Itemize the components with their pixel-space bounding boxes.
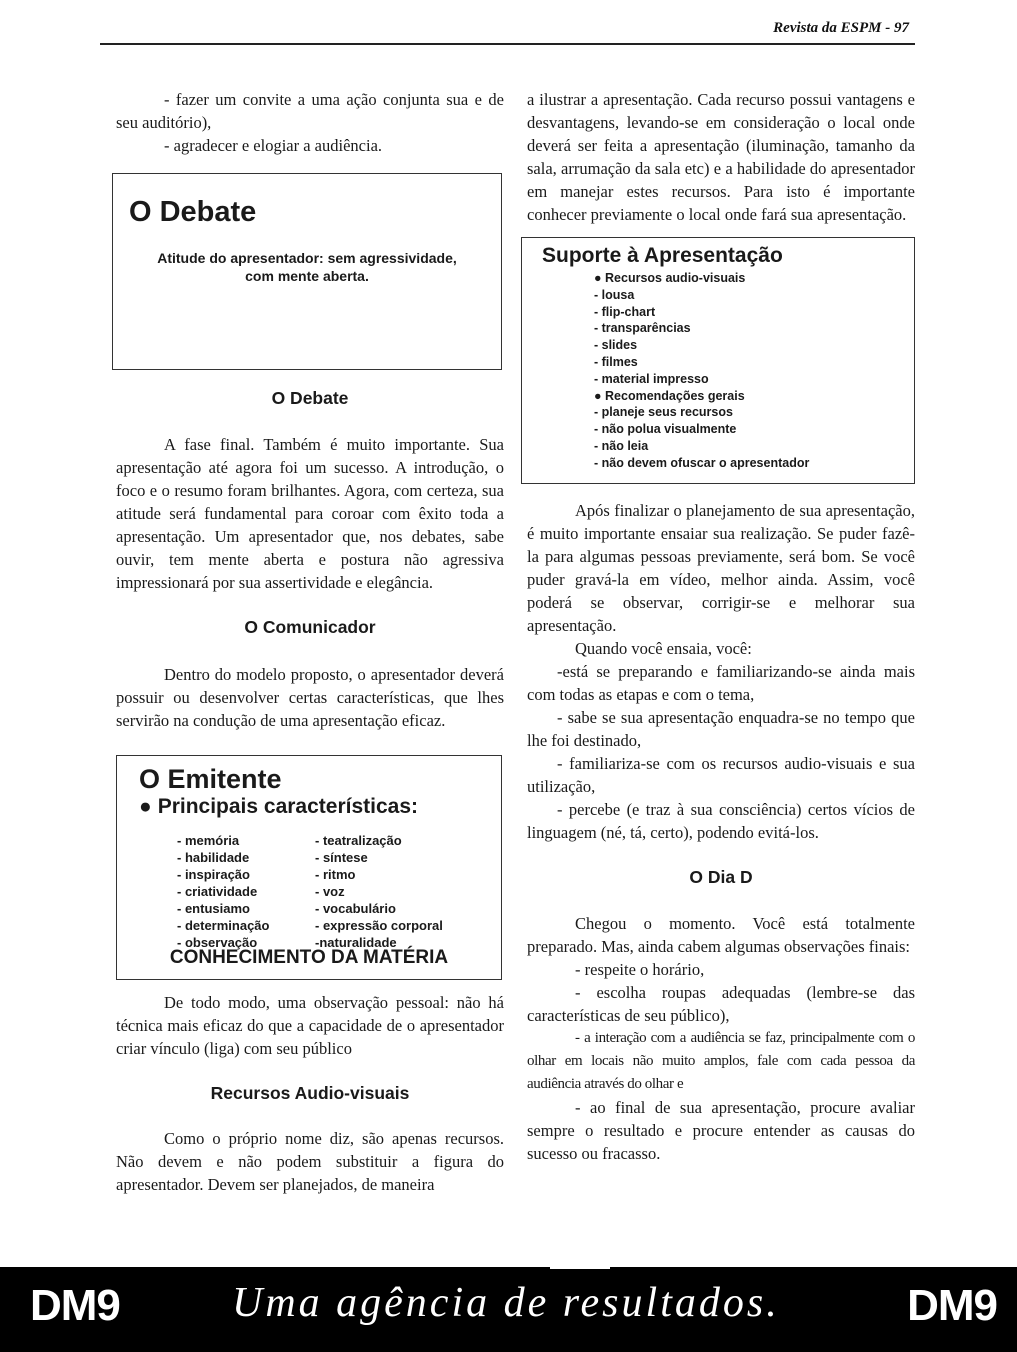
dm9-logo-left: DM9: [30, 1281, 120, 1330]
suporte-box: [521, 237, 915, 484]
header-rule: [100, 43, 915, 45]
suporte-box-title: Suporte à Apresentação: [542, 244, 783, 267]
list-item: - não leia: [594, 438, 649, 453]
bullet-icon: ●: [139, 795, 152, 818]
list-item: - habilidade: [177, 850, 250, 865]
list-item: - flip-chart: [594, 304, 656, 319]
debate-box-title: O Debate: [129, 196, 257, 228]
debate-box-subtitle-line2: com mente aberta.: [245, 268, 369, 284]
list-item: - determinação: [177, 918, 270, 933]
page-header-title: Revista da ESPM - 97: [773, 20, 909, 36]
paragraph: Chegou o momento. Você está totalmente preparado. Mas, ainda cabem algumas observações finais:: [527, 914, 915, 956]
section-heading-dia-d: O Dia D: [689, 867, 753, 887]
list-item: - não polua visualmente: [594, 422, 737, 437]
right-column: [527, 88, 915, 1165]
paragraph: Após finalizar o planejamento de sua apresentação, é muito importante ensaiar sua realização. Se puder fazê-la para algumas pessoas previamente, será bom. Se você puder gravá-la em vídeo, melhor ainda. Assim, você poderá se observar, corrigir-se e melhorar sua apresentação.: [527, 501, 915, 635]
paragraph: - agradecer e elogiar a audiência.: [164, 136, 383, 155]
paragraph: De todo modo, uma observação pessoal: não há técnica mais eficaz do que a capacidade de o apresentador criar vínculo (liga) com seu público: [116, 993, 504, 1058]
emitente-box: [116, 755, 502, 980]
list-item: - transparências: [594, 321, 691, 336]
list-item: - filmes: [594, 354, 638, 369]
paragraph: -está se preparando e familiarizando-se ainda mais com todas as etapas e com o tema,: [527, 662, 915, 704]
debate-box-subtitle: [129, 249, 485, 285]
debate-box: [112, 173, 502, 370]
suporte-list: [594, 270, 914, 472]
emitente-box-subtitle: [139, 794, 501, 820]
paragraph: - familiariza-se com os recursos audio-visuais e sua utilização,: [527, 754, 915, 796]
list-item: -naturalidade: [315, 935, 397, 950]
emitente-box-title: O Emitente: [139, 764, 282, 794]
paragraph: A fase final. Também é muito importante. Sua apresentação até agora foi um sucesso. A introdução, o foco e o resumo foram brilhantes. Agora, com certeza, sua atitude será fundamental para coroar com êxito toda a apresentação. Um apresentador que, nos debates, sabe ouvir, tem mente aberta e postura não agressiva impressionará por sua assertividade e elegância.: [116, 435, 504, 592]
paragraph: - a interação com a audiência se faz, principalmente com o olhar em locais não muito amplos, fale com cada pessoa da audiência através do olhar e: [527, 1030, 915, 1092]
paragraph: - respeite o horário,: [575, 960, 705, 979]
section-heading-debate: O Debate: [271, 388, 349, 408]
list-item: - síntese: [315, 850, 368, 865]
banner-tagline: Uma agência de resultados.: [232, 1280, 780, 1326]
list-item: - criatividade: [177, 884, 258, 899]
paragraph: - escolha roupas adequadas (lembre-se das características de seu público),: [527, 983, 915, 1025]
paragraph: - percebe (e traz à sua consciência) certos vícios de linguagem (né, tá, certo), podendo evitá-los.: [527, 800, 915, 842]
list-item: - ritmo: [315, 867, 356, 882]
list-item: - planeje seus recursos: [594, 405, 733, 420]
dm9-logo-right: DM9: [907, 1281, 997, 1330]
paragraph: Quando você ensaia, você:: [575, 639, 752, 658]
emitente-subtitle-text: Principais características:: [157, 795, 419, 818]
section-heading-comunicador: O Comunicador: [244, 617, 376, 637]
left-column: [116, 88, 504, 1196]
paragraph: - ao final de sua apresentação, procure avaliar sempre o resultado e procure entender as causas do sucesso ou fracasso.: [527, 1098, 915, 1163]
list-item: - inspiração: [177, 867, 250, 882]
list-item: ● Recursos audio-visuais: [594, 271, 746, 285]
debate-box-subtitle-line1: Atitude do apresentador: sem agressividade,: [157, 250, 457, 266]
emitente-box-footer: CONHECIMENTO DA MATÉRIA: [169, 947, 449, 968]
paragraph: Dentro do modelo proposto, o apresentador deverá possuir ou desenvolver certas características, que lhes servirão na condução de uma apresentação eficaz.: [116, 665, 504, 730]
emitente-col-1: [177, 832, 269, 951]
advertising-banner: [0, 1267, 1017, 1352]
banner-mark: [550, 1267, 610, 1269]
list-item: - slides: [594, 338, 638, 353]
emitente-col-2: [315, 832, 443, 951]
paragraph: - sabe se sua apresentação enquadra-se no tempo que lhe foi destinado,: [527, 708, 915, 750]
paragraph: a ilustrar a apresentação. Cada recurso possui vantagens e desvantagens, levando-se em consideração o local onde deverá ser feita a apresentação (iluminação, tamanho da sala, arrumação da sala etc) e a habilidade do apresentador em manejar estes recursos. Para isto é importante conhecer previamente o local onde fará sua apresentação.: [527, 90, 915, 224]
list-item: - teatralização: [315, 833, 402, 848]
list-item: - observação: [177, 935, 258, 950]
list-item: - não devem ofuscar o apresentador: [594, 455, 810, 470]
list-item: - vocabulário: [315, 901, 396, 916]
list-item: - lousa: [594, 287, 635, 302]
section-heading-recursos: Recursos Audio-visuais: [210, 1083, 410, 1103]
paragraph: - fazer um convite a uma ação conjunta sua e de seu auditório),: [116, 90, 504, 132]
list-item: - voz: [315, 884, 345, 899]
list-item: - material impresso: [594, 371, 709, 386]
paragraph: Como o próprio nome diz, são apenas recursos. Não devem e não podem substituir a figura do apresentador. Devem ser planejados, de maneira: [116, 1129, 504, 1194]
list-item: ● Recomendações gerais: [594, 388, 745, 403]
list-item: - expressão corporal: [315, 918, 443, 933]
list-item: - entusiamo: [177, 901, 250, 916]
list-item: - memória: [177, 833, 240, 848]
